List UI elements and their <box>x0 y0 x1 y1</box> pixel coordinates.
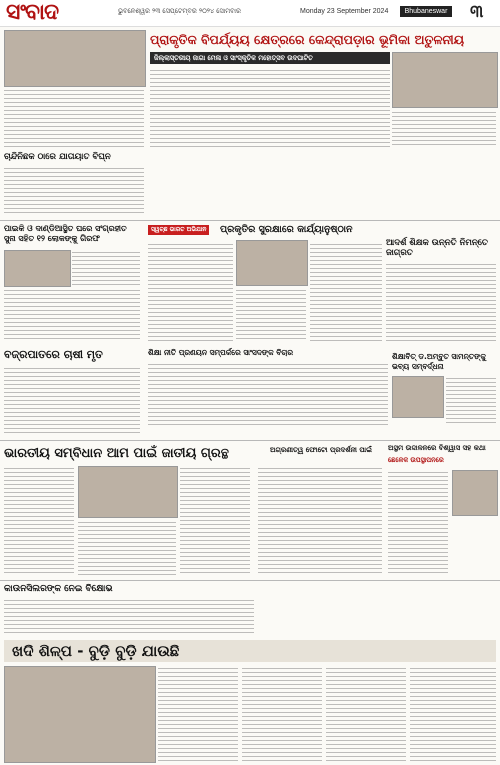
article-body <box>4 366 140 436</box>
headline-council: କାଉନସିଲରଙ୍କ ନେଇ ବିକ୍ଷୋଭ <box>4 584 113 594</box>
photo-teacher <box>392 376 444 418</box>
newspaper-logo: ସଂବାଦ <box>6 0 59 25</box>
divider <box>0 440 500 441</box>
article-body <box>326 666 406 761</box>
photo-story3 <box>4 250 71 287</box>
article-body <box>310 242 382 342</box>
article-body <box>258 466 382 576</box>
headline-chandinichhaka: ଚାନ୍ଦିନିଛକ ଠାରେ ଯାତାୟାତ ବିଘ୍ନ <box>4 152 111 162</box>
masthead <box>0 0 500 27</box>
headline-khadi: ଖଦି ଶିଳ୍ପ - ବୁଡ଼ି ବୁଡ଼ି ଯାଉଛି <box>12 642 180 660</box>
divider <box>0 220 500 221</box>
subhead-asthma: ଛେଳେକ ଉପସ୍ଥାପନରେ <box>388 456 444 464</box>
headline-sports: ଅଗ୍ରଣୀତ୍ୱ ଫୋଟୋ ପ୍ରଦର୍ଶନୀ ପାଇଁ <box>270 446 372 454</box>
lead-subhead-bar <box>150 52 390 64</box>
article-body <box>4 598 254 636</box>
article-body <box>148 362 388 426</box>
article-body <box>446 376 496 426</box>
article-body <box>4 88 144 148</box>
section-tag: ସ୍ୱଚ୍ଛ ଭାରତ ଅଭିଯାନ <box>148 225 209 235</box>
article-body <box>4 288 140 340</box>
article-body <box>180 466 250 576</box>
headline-college: ଶିକ୍ଷା ନୀତି ପ୍ରଣୟନ ସମ୍ପର୍କରେ ସାଂସଦଙ୍କ ବିଚାର <box>148 348 294 357</box>
headline-adarsha: ଆଦର୍ଶ ଶିକ୍ଷକ ଉନ୍ନତି ନିମନ୍ତେ ଜାଗ୍ରତ <box>386 238 488 258</box>
headline-story3: ପାଇକି ଓ ଦାଣ୍ଡିଆସ୍ଥିତ ଘରେ ସଂଗ୍ରହୀତ ସୁନା ସହିତ ୧୨ ଲୋକଙ୍କୁ ଗିରଫ <box>4 224 127 243</box>
photo-plantation <box>236 240 308 286</box>
article-body <box>72 250 140 285</box>
photo-asthma <box>452 470 498 516</box>
article-body <box>4 166 144 216</box>
photo-khadi <box>4 666 156 763</box>
article-body <box>150 68 390 148</box>
article-body <box>158 666 238 761</box>
khadi-banner <box>4 640 496 662</box>
english-date: Monday 23 September 2024 <box>300 8 389 15</box>
edition-city: Bhubaneswar <box>400 6 452 17</box>
lead-headline: ପ୍ରାକୃତିକ ବିପର୍ଯ୍ୟୟ କ୍ଷେତ୍ରରେ କେନ୍ଦ୍ରାପଡ଼ାର ଭୂମିକା ଅତୁଳନୀୟ <box>150 32 465 47</box>
article-body <box>386 262 496 342</box>
page-number: ୩ <box>470 2 484 22</box>
article-body <box>242 666 322 761</box>
headline-teacher: ଶିକ୍ଷାବିତ୍ ଡ.ଅମ୍ବୁତ ସାମନ୍ତଙ୍କୁ ଭବ୍ୟ ସମ୍ବର୍ଦ୍ଧନା <box>392 352 486 371</box>
article-body <box>388 470 448 576</box>
photo-felicitation <box>4 30 146 87</box>
headline-cleanliness: ପ୍ରକୃତିର ସୁରକ୍ଷାରେ କାର୍ଯ୍ୟାନୁଷ୍ଠାନ <box>220 224 353 235</box>
lead-subhead: ଜିଲ୍ଲାସ୍ତରୀୟ ଜାଗା ମେଳା ଓ ସାଂସ୍କୃତିକ ମହୋତ୍ସବ ଉଦଘାଟିତ <box>154 54 313 62</box>
headline-asthma: ଅସ୍ଥମ ଉଦ୍ଦାଳନରେ ବିଶ୍ୱାସ ସହ କଥା <box>388 444 486 452</box>
divider <box>0 580 500 581</box>
article-body <box>78 520 176 576</box>
article-body <box>392 110 496 148</box>
photo-constitution <box>78 466 178 518</box>
article-body <box>4 466 74 576</box>
article-body <box>410 666 496 761</box>
article-body <box>148 242 233 342</box>
headline-constitution: ଭାରତୀୟ ସମ୍ବିଧାନ ଆମ ପାଇଁ ଜାତୀୟ ଗ୍ରନ୍ଥ <box>4 446 229 461</box>
photo-lead <box>392 52 498 108</box>
article-body <box>236 288 306 342</box>
headline-farmer: ବଜ୍ରପାତରେ ଚାଷୀ ମୃତ <box>4 348 103 361</box>
odia-date: ଭୁବନେଶ୍ୱର ୨୩ ସେପ୍ଟେମ୍ବର ୨୦୨୪ ସୋମବାର <box>118 7 241 15</box>
